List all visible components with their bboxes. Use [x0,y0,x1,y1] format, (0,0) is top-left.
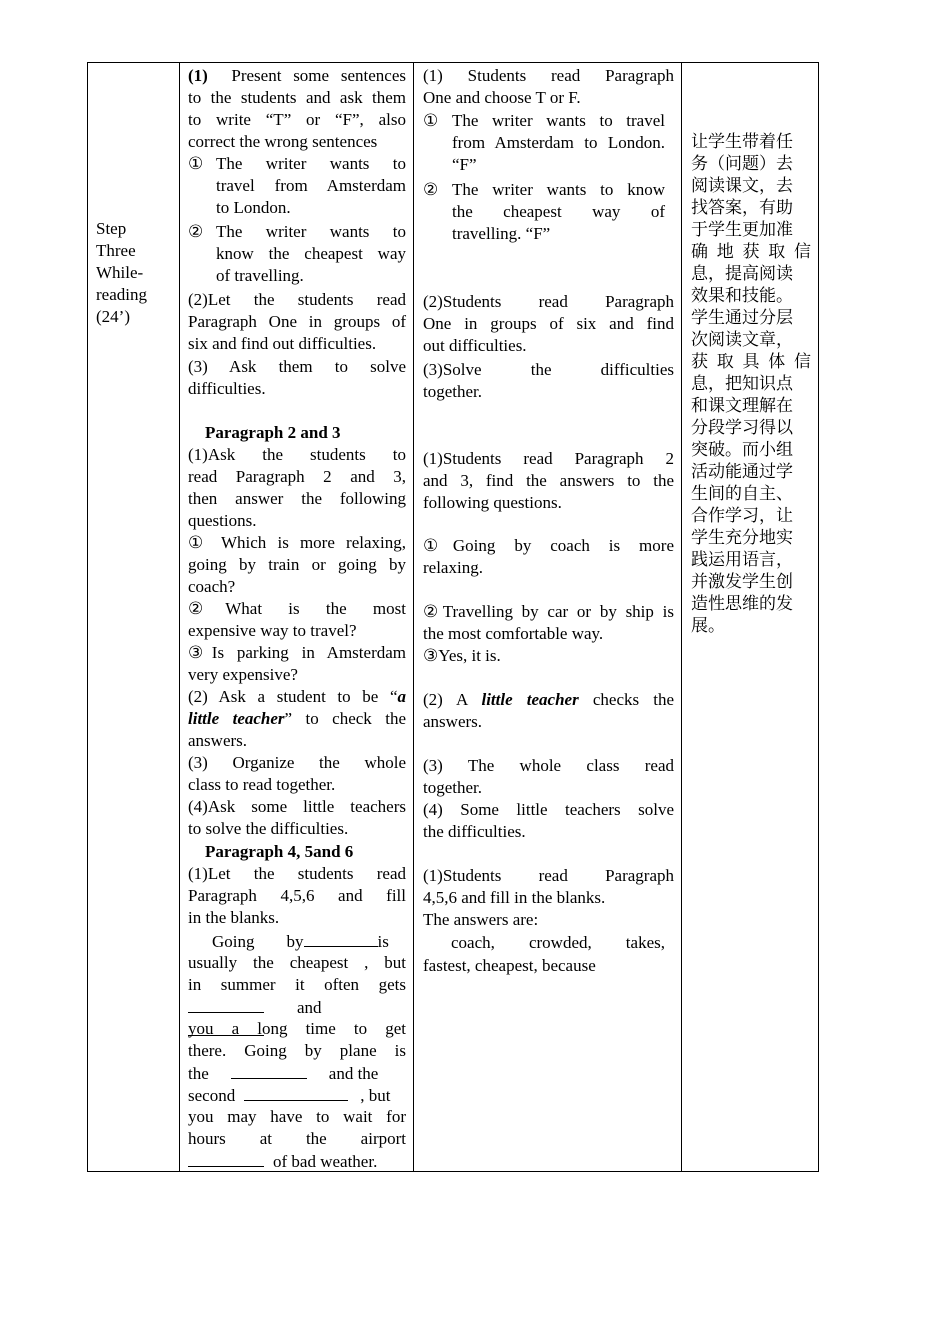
purpose-text: 学生通过分层 [691,308,793,328]
purpose-text: 效果和技能。 [691,286,793,306]
fill-blank-text: hours at the airport [188,1129,406,1148]
student-activities-column [414,63,682,1171]
student-text: One and choose T or F. [423,88,581,107]
teacher-text: (2) Ask a student to be “a [188,687,406,706]
teacher-text: difficulties. [188,379,266,398]
teacher-text: (2)Let the students read [188,290,406,309]
teacher-text: (1) Present some sentences [188,66,406,85]
teacher-text: The writer wants to [216,222,406,241]
teacher-text: to the students and ask them [188,88,406,107]
teacher-text: very expensive? [188,665,298,684]
student-text: “F” [452,155,477,174]
student-text: following questions. [423,493,562,512]
purpose-text: 突破。而小组 [691,440,793,460]
student-text: (1)Students read Paragraph 2 [423,449,674,468]
student-text: answers. [423,712,483,731]
teacher-text: (1)Let the students read [188,864,406,883]
teacher-text: coach? [188,577,236,596]
student-text: relaxing. [423,558,483,577]
student-text: One in groups of six and find [423,314,674,333]
section-heading: Paragraph 2 and 3 [205,423,341,442]
fill-blank-text: and [188,996,406,1042]
student-text: (1)Students read Paragraph [423,866,674,885]
teacher-text: (4)Ask some little teachers [188,797,406,816]
purpose-text: 和课文理解在 [691,396,793,416]
student-text: and 3, find the answers to the [423,471,674,490]
teacher-text: correct the wrong sentences [188,132,378,151]
fill-blank-text: the and the [188,1064,379,1083]
teacher-text: read Paragraph 2 and 3, [188,467,406,486]
purpose-text: 展。 [691,616,725,636]
teacher-text: in the blanks. [188,908,280,927]
answer-list: coach, crowded, takes, [451,933,665,952]
purpose-text: 于学生更加准 [691,220,793,240]
student-text: The answers are: [423,910,539,929]
teacher-text: ① Which is more relaxing, [188,533,406,552]
fill-blank-text: you a long time to get [188,1019,406,1038]
teacher-text: questions. [188,511,257,530]
step-label: While- [96,263,144,282]
student-text: (1) Students read Paragraph [423,66,674,85]
student-text: the cheapest way of [452,202,665,221]
lesson-plan-table [87,62,819,1172]
purpose-text: 让学生带着任 [691,132,793,152]
purpose-text: 学生充分地实 [691,528,793,548]
fill-blank-text: second , but [188,1086,391,1105]
student-text: (4) Some little teachers solve [423,800,674,819]
purpose-text: 践运用语言， [691,550,793,570]
student-text: travelling. “F” [452,224,551,243]
teacher-text: going by train or going by [188,555,406,574]
answer-list: fastest, cheapest, because [423,956,596,975]
student-text: the difficulties. [423,822,526,841]
student-text: (3) The whole class read [423,756,674,775]
purpose-text: 务（问题）去 [691,154,793,174]
circled-number: ② [188,222,204,241]
teacher-text: know the cheapest way [216,244,406,263]
circled-number: ① [423,111,439,130]
teacher-text: to write “T” or “F”, also [188,110,406,129]
teacher-text: Paragraph 4,5,6 and fill [188,886,406,905]
teacher-text: then answer the following [188,489,406,508]
student-text: together. [423,382,483,401]
section-heading: Paragraph 4, 5and 6 [205,842,354,861]
step-label: Three [96,241,136,260]
teacher-activities-column [180,63,414,1171]
student-text: 4,5,6 and fill in the blanks. [423,888,606,907]
answer-blank [304,930,378,947]
purpose-text: 阅读课文，去 [691,176,793,196]
student-text: (2)Students read Paragraph [423,292,674,311]
student-text: ③Yes, it is. [423,646,501,665]
teacher-text: travel from Amsterdam [216,176,406,195]
fill-blank-text: in summer it often gets [188,975,406,994]
purpose-text: 获取具体信 [691,352,811,372]
teacher-text: answers. [188,731,248,750]
teacher-text: ②What is the most [188,599,406,618]
purpose-text: 分段学习得以 [691,418,793,438]
teacher-text: Paragraph One in groups of [188,312,406,331]
teacher-text: to London. [216,198,291,217]
fill-blank-text: of bad weather. [188,1150,406,1173]
step-label: reading [96,285,147,304]
student-text: together. [423,778,483,797]
teacher-text: expensive way to travel? [188,621,357,640]
purpose-text: 息，把知识点 [691,374,793,394]
teacher-text: The writer wants to [216,154,406,173]
teacher-text: little teacher” to check the [188,709,406,728]
teacher-text: ③Is parking in Amsterdam [188,643,406,662]
teacher-text: class to read together. [188,775,336,794]
student-text: out difficulties. [423,336,527,355]
student-text: from Amsterdam to London. [452,133,665,152]
purpose-text: 生间的自主、 [691,484,793,504]
step-column [88,63,180,1171]
teacher-text: of travelling. [216,266,304,285]
purpose-text: 造性思维的发 [691,594,793,614]
answer-blank [244,1084,348,1101]
circled-number: ② [423,180,439,199]
student-text: The writer wants to know [452,180,665,199]
step-label: Step [96,219,127,238]
fill-blank-text: you may have to wait for [188,1107,406,1126]
teacher-text: (3) Ask them to solve [188,357,406,376]
fill-blank-text: usually the cheapest , but [188,953,406,972]
fill-blank-text: Going by is [212,932,389,951]
answer-blank [231,1062,307,1079]
student-text: (3)Solve the difficulties [423,360,674,379]
purpose-text: 息，提高阅读 [691,264,793,284]
teacher-text: six and find out difficulties. [188,334,377,353]
circled-number: ① [188,154,204,173]
teacher-text: to solve the difficulties. [188,819,349,838]
teacher-text: (1)Ask the students to [188,445,406,464]
student-text: ①Going by coach is more [423,536,674,555]
teacher-text: (3) Organize the whole [188,753,406,772]
purpose-text: 次阅读文章， [691,330,793,350]
purpose-text: 找答案，有助 [691,198,793,218]
answer-blank [188,996,264,1013]
student-text: the most comfortable way. [423,624,604,643]
purpose-text: 活动能通过学 [691,462,793,482]
student-text: (2) A little teacher checks the [423,690,674,709]
purpose-text: 并激发学生创 [691,572,793,592]
step-time: (24’) [96,307,130,326]
purpose-text: 确地获取信 [691,242,811,262]
student-text: ②Travelling by car or by ship is [423,602,674,621]
student-text: The writer wants to travel [452,111,665,130]
purpose-column [682,63,818,1171]
answer-blank [188,1150,264,1167]
fill-blank-text: there. Going by plane is [188,1041,406,1060]
purpose-text: 合作学习，让 [691,506,793,526]
